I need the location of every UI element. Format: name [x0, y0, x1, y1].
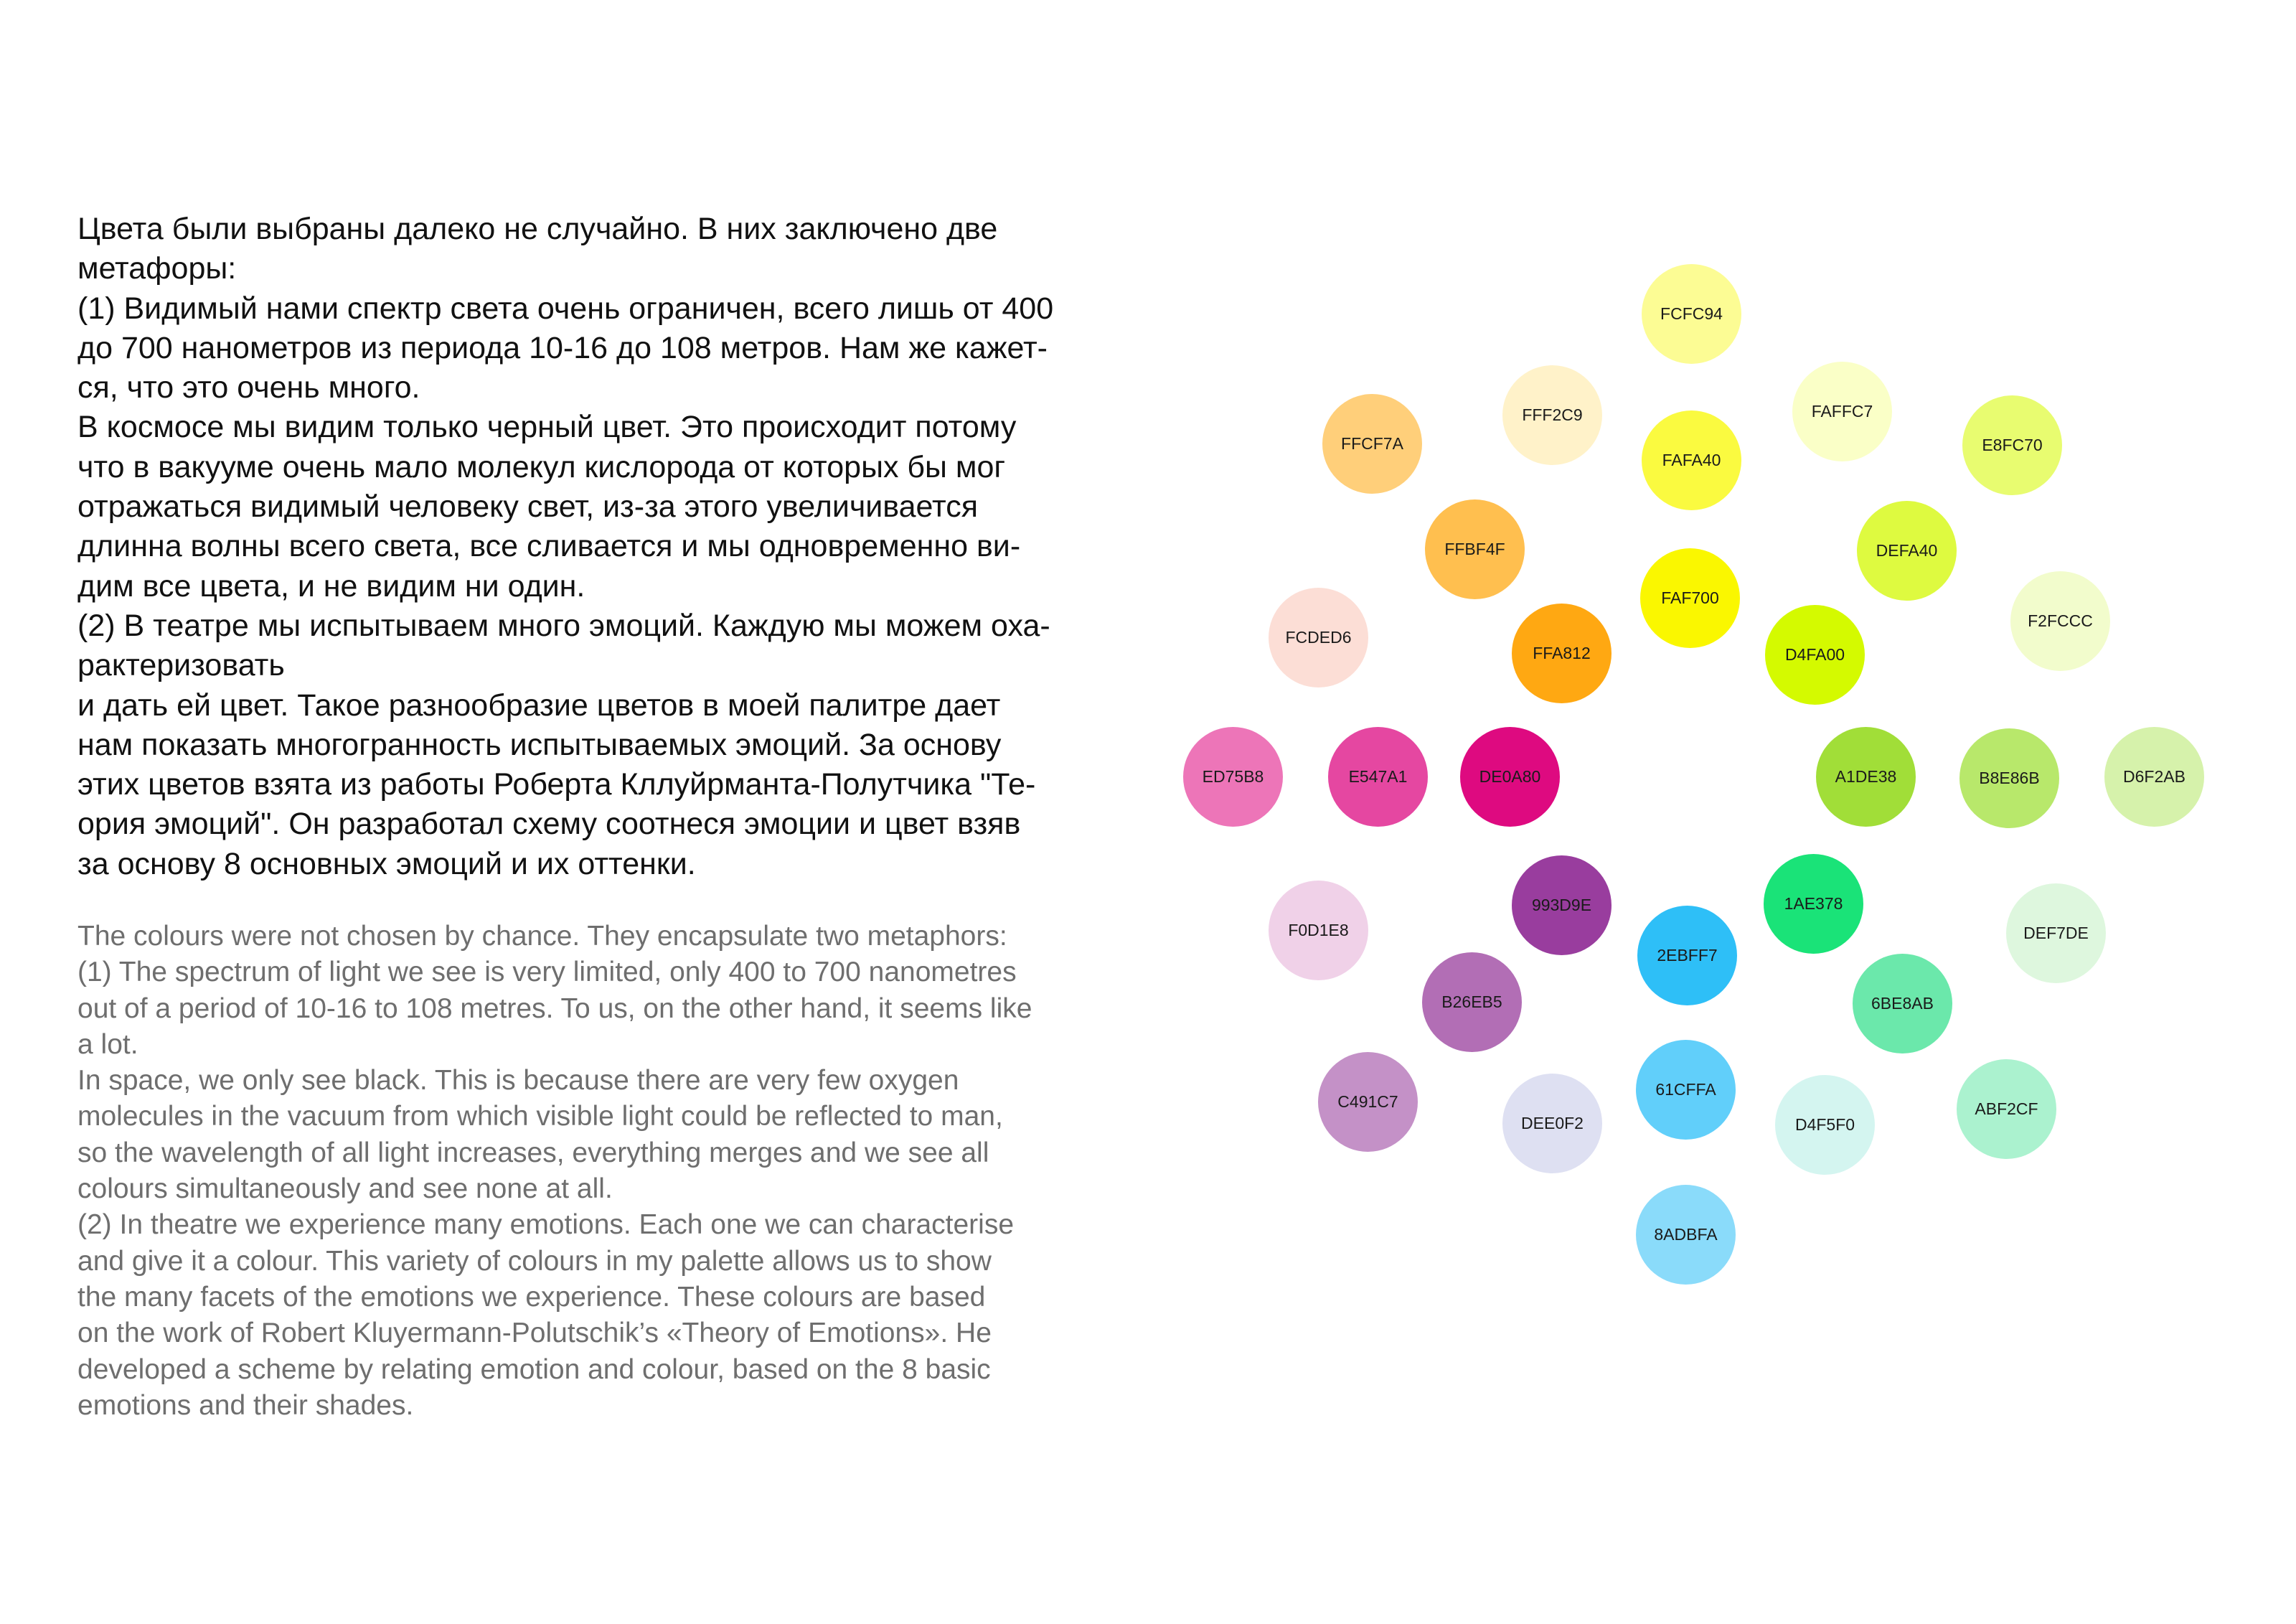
text-line: отражаться видимый человеку свет, из-за этого увеличивается: [77, 489, 979, 525]
color-swatch: A1DE38: [1816, 727, 1916, 827]
color-swatch: FAFFC7: [1792, 362, 1892, 461]
color-swatch: D4F5F0: [1775, 1075, 1875, 1175]
text-line: (2) В театре мы испытываем много эмоций. Каждую мы можем оха-: [77, 608, 1050, 643]
text-line: Цвета были выбраны далеко не случайно. В них заключено две: [77, 212, 998, 246]
color-swatch: 6BE8AB: [1853, 954, 1952, 1053]
text-line: the many facets of the emotions we experience. These colours are based: [77, 1281, 986, 1313]
text-line: so the wavelength of all light increases, everything merges and we see all: [77, 1137, 989, 1168]
text-line: длинна волны всего света, все сливается и мы одновременно ви-: [77, 529, 1021, 564]
color-swatch: FFA812: [1512, 604, 1612, 703]
color-swatch: 61CFFA: [1636, 1040, 1736, 1140]
color-swatch: FAFA40: [1642, 410, 1741, 510]
text-line: до 700 нанометров из периода 10-16 до 108 метров. Нам же кажет-: [77, 330, 1048, 365]
text-line: In space, we only see black. This is because there are very few oxygen: [77, 1065, 959, 1097]
color-swatch: E547A1: [1328, 727, 1428, 827]
color-swatch: ABF2CF: [1957, 1059, 2056, 1159]
text-line: (1) The spectrum of light we see is very limited, only 400 to 700 nanometres: [77, 957, 1017, 988]
text-line: out of a period of 10-16 to 108 metres. To us, on the other hand, it seems like: [77, 992, 1032, 1024]
russian-description: [77, 210, 1154, 884]
text-line: метафоры:: [77, 251, 237, 286]
color-swatch: DEFA40: [1857, 501, 1957, 601]
text-line: дим все цвета, и не видим ни один.: [77, 568, 585, 604]
color-swatch: E8FC70: [1962, 395, 2062, 495]
color-swatch: DE0A80: [1460, 727, 1560, 827]
color-swatch: F2FCCC: [2010, 571, 2110, 671]
text-line: В космосе мы видим только черный цвет. Это происходит потому: [77, 410, 1017, 445]
color-swatch: D4FA00: [1765, 605, 1865, 705]
text-line: molecules in the vacuum from which visible light could be reflected to man,: [77, 1101, 1003, 1132]
color-swatch: B26EB5: [1422, 952, 1522, 1052]
color-swatch: FAF700: [1640, 548, 1740, 648]
text-line: рактеризовать: [77, 648, 285, 683]
text-line: ся, что это очень много.: [77, 370, 420, 405]
color-swatch: ED75B8: [1183, 727, 1283, 827]
text-line: нам показать многогранность испытываемых эмоций. За основу: [77, 727, 1002, 762]
english-description: [77, 919, 1154, 1424]
color-swatch: 2EBFF7: [1637, 906, 1737, 1005]
color-swatch: 993D9E: [1512, 855, 1612, 955]
text-line: developed a scheme by relating emotion and colour, based on the 8 basic: [77, 1353, 991, 1385]
color-swatch: B8E86B: [1959, 728, 2059, 828]
color-swatch: C491C7: [1318, 1052, 1418, 1152]
color-swatch: DEE0F2: [1502, 1074, 1602, 1173]
text-line: ория эмоций". Он разработал схему соотнеся эмоции и цвет взяв: [77, 807, 1021, 842]
color-swatch: FCFC94: [1642, 264, 1741, 364]
color-swatch: FFCF7A: [1322, 394, 1422, 494]
color-swatch: 8ADBFA: [1636, 1185, 1736, 1285]
text-line: emotions and their shades.: [77, 1389, 414, 1421]
color-swatch: FFBF4F: [1425, 499, 1525, 599]
text-line: этих цветов взята из работы Роберта Кллуйрманта-Полутчика "Те-: [77, 767, 1036, 802]
text-line: colours simultaneously and see none at all.: [77, 1173, 613, 1205]
color-swatch: 1AE378: [1764, 854, 1863, 954]
color-swatch: D6F2AB: [2104, 727, 2204, 827]
text-line: (1) Видимый нами спектр света очень ограничен, всего лишь от 400: [77, 291, 1054, 326]
color-swatch: DEF7DE: [2006, 883, 2106, 983]
text-line: что в вакууме очень мало молекул кислорода от которых бы мог: [77, 449, 1006, 484]
text-line: и дать ей цвет. Такое разнообразие цветов в моей палитре дает: [77, 687, 1001, 723]
color-swatch: FCDED6: [1269, 588, 1368, 687]
text-line: The colours were not chosen by chance. They encapsulate two metaphors:: [77, 921, 1007, 952]
text-line: on the work of Robert Kluyermann-Polutschik’s «Theory of Emotions». He: [77, 1318, 992, 1349]
color-swatch: FFF2C9: [1502, 365, 1602, 465]
text-line: за основу 8 основных эмоций и их оттенки.: [77, 846, 696, 881]
color-swatch: F0D1E8: [1269, 881, 1368, 980]
text-line: a lot.: [77, 1028, 138, 1060]
text-line: (2) In theatre we experience many emotions. Each one we can characterise: [77, 1209, 1015, 1241]
text-line: and give it a colour. This variety of colours in my palette allows us to show: [77, 1245, 992, 1277]
